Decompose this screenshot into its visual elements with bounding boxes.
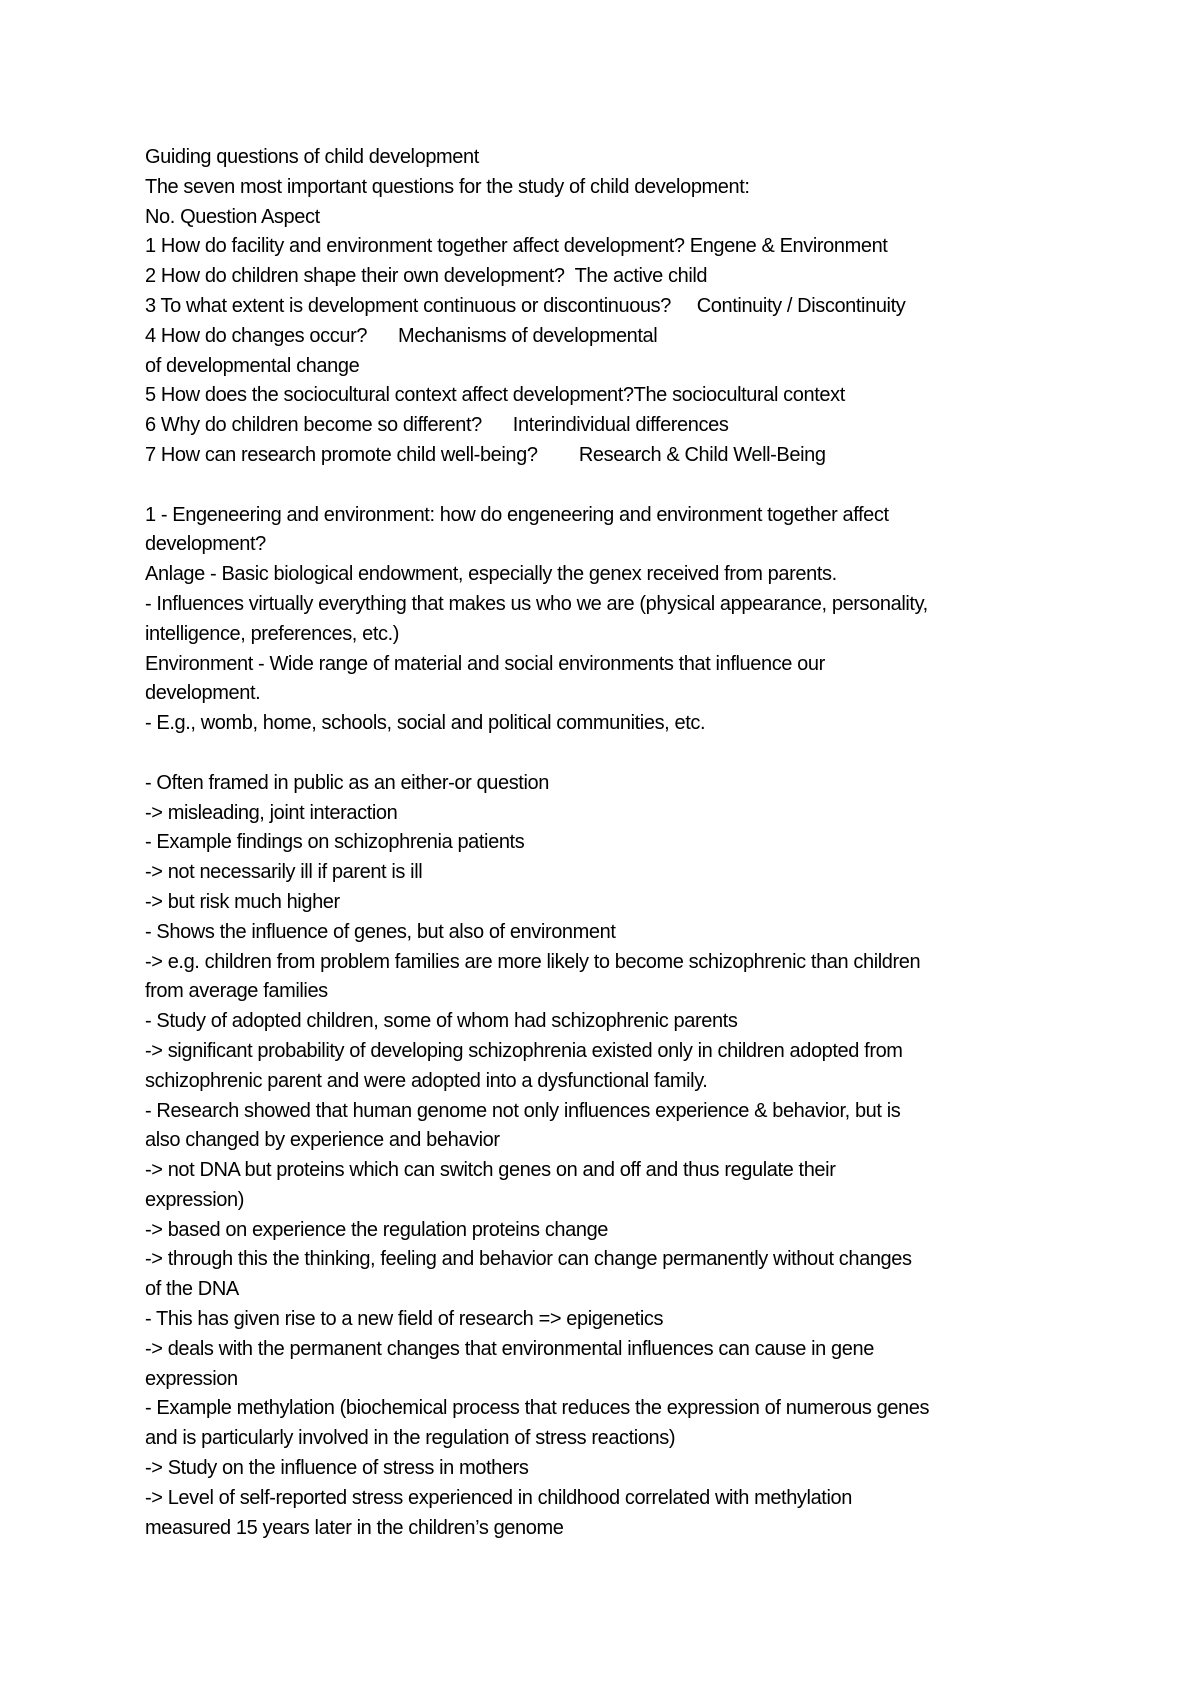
body-line: -> through this the thinking, feeling and behavior can change permanently without changes xyxy=(145,1248,912,1271)
body-line: - Example methylation (biochemical process that reduces the expression of numerous genes xyxy=(145,1397,930,1420)
section-genes-environment xyxy=(145,501,1075,739)
question-line: 4 How do changes occur? Mechanisms of developmental xyxy=(145,324,658,347)
questions-table-header: No. Question Aspect xyxy=(145,205,320,228)
body-line: 1 - Engeneering and environment: how do engeneering and environment together affect xyxy=(145,503,889,526)
body-line: - Example findings on schizophrenia patients xyxy=(145,831,525,854)
document-title: Guiding questions of child development xyxy=(145,146,479,168)
body-line: expression xyxy=(145,1367,238,1390)
body-line: - Study of adopted children, some of whom had schizophrenic parents xyxy=(145,1010,738,1033)
questions-list xyxy=(145,232,1075,470)
document-intro: The seven most important questions for the study of child development: xyxy=(145,175,750,198)
paragraph-spacer xyxy=(145,471,1075,501)
body-line: schizophrenic parent and were adopted into a dysfunctional family. xyxy=(145,1069,708,1092)
body-line: measured 15 years later in the children’s genome xyxy=(145,1516,564,1539)
body-line: also changed by experience and behavior xyxy=(145,1129,500,1152)
body-line: and is particularly involved in the regulation of stress reactions) xyxy=(145,1427,676,1450)
question-line: 3 To what extent is development continuous or discontinuous? Continuity / Discontinuity xyxy=(145,294,906,317)
body-line: - Often framed in public as an either-or question xyxy=(145,771,549,794)
question-line: of developmental change xyxy=(145,354,360,377)
question-line: 6 Why do children become so different? Interindividual differences xyxy=(145,414,729,437)
body-line: -> Level of self-reported stress experienced in childhood correlated with methylation xyxy=(145,1486,852,1509)
body-line: intelligence, preferences, etc.) xyxy=(145,622,400,645)
body-line: -> significant probability of developing schizophrenia existed only in children adopted from xyxy=(145,1039,903,1062)
body-line: -> deals with the permanent changes that environmental influences can cause in gene xyxy=(145,1337,874,1360)
section-notes xyxy=(145,769,1075,1544)
body-line: -> not necessarily ill if parent is ill xyxy=(145,861,423,884)
body-line: - Influences virtually everything that makes us who we are (physical appearance, personality, xyxy=(145,592,928,615)
body-line: of the DNA xyxy=(145,1278,239,1301)
body-line: -> not DNA but proteins which can switch genes on and off and thus regulate their xyxy=(145,1159,836,1182)
body-line: from average families xyxy=(145,980,328,1003)
body-line: -> misleading, joint interaction xyxy=(145,801,398,824)
body-line: - E.g., womb, home, schools, social and political communities, etc. xyxy=(145,712,706,735)
question-line: 1 How do facility and environment together affect development? Engene & Environment xyxy=(145,235,888,258)
body-line: expression) xyxy=(145,1188,244,1211)
body-line: -> Study on the influence of stress in mothers xyxy=(145,1457,529,1480)
body-line: - Shows the influence of genes, but also of environment xyxy=(145,920,616,943)
question-line: 2 How do children shape their own development? The active child xyxy=(145,265,708,288)
question-line: 5 How does the sociocultural context affect development?The sociocultural context xyxy=(145,384,845,407)
body-line: - Research showed that human genome not only influences experience & behavior, but is xyxy=(145,1099,901,1122)
body-line: -> e.g. children from problem families are more likely to become schizophrenic than children xyxy=(145,950,921,973)
document-page xyxy=(145,143,1075,1543)
question-line: 7 How can research promote child well-being? Research & Child Well-Being xyxy=(145,443,826,466)
body-line: development? xyxy=(145,533,266,556)
body-line: Environment - Wide range of material and social environments that influence our xyxy=(145,652,825,675)
body-line: -> but risk much higher xyxy=(145,890,340,913)
body-line: -> based on experience the regulation proteins change xyxy=(145,1218,609,1241)
body-line: - This has given rise to a new field of research => epigenetics xyxy=(145,1308,664,1331)
paragraph-spacer xyxy=(145,739,1075,769)
body-line: Anlage - Basic biological endowment, especially the genex received from parents. xyxy=(145,563,837,586)
body-line: development. xyxy=(145,682,261,705)
